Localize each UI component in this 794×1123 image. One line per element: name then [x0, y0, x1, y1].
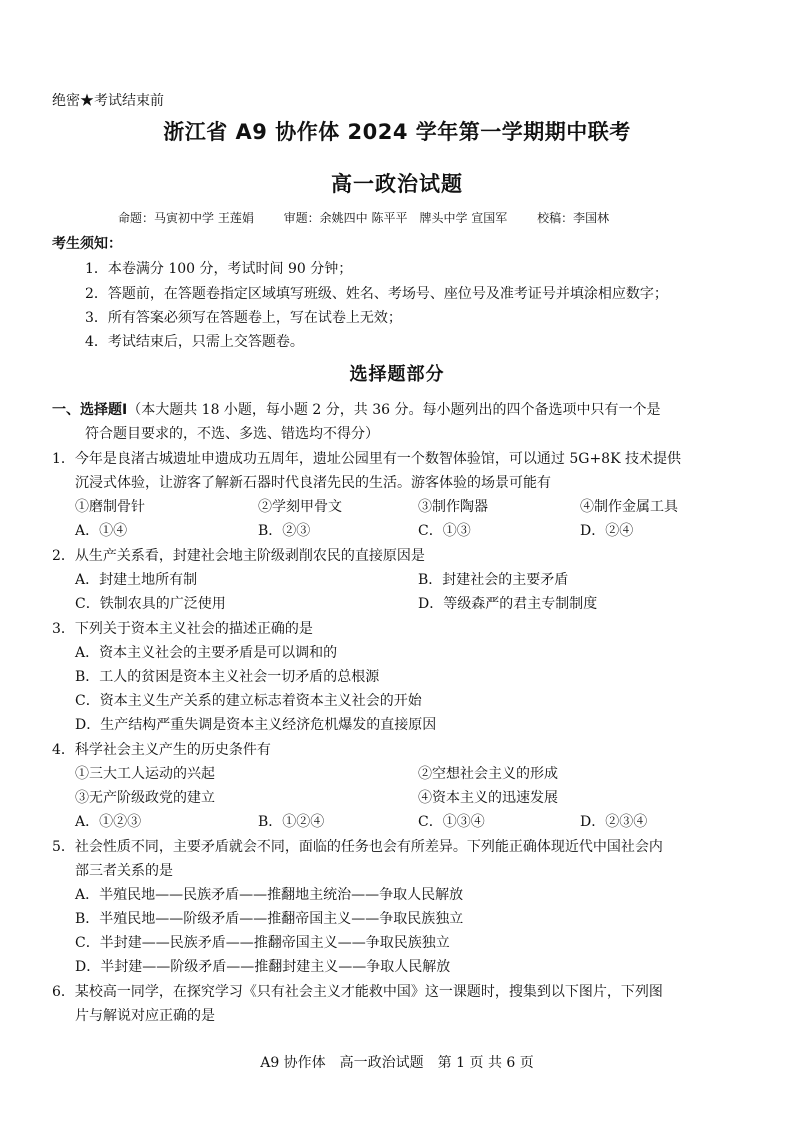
page-footer: A9 协作体 高一政治试题 第 1 页 共 6 页	[260, 1055, 534, 1071]
exam-title: 浙江省 A9 协作体 2024 学年第一学期期中联考	[163, 120, 631, 144]
notice-item: 1．本卷满分 100 分，考试时间 90 分钟；	[85, 261, 353, 277]
credit-reviewer: 审题：余姚四中 陈平平 牌头中学 宣国军	[283, 211, 508, 225]
answer-option: B．工人的贫困是资本主义社会一切矛盾的总根源	[75, 669, 380, 685]
question-item: ④资本主义的迅速发展	[418, 790, 558, 806]
answer-option: B．封建社会的主要矛盾	[418, 572, 569, 588]
question-stem: 5．社会性质不同，主要矛盾就会不同，面临的任务也会有所差异。下列能正确体现近代中国社会内	[52, 839, 663, 855]
section-title: 选择题部分	[349, 364, 445, 385]
answer-option: A．资本主义社会的主要矛盾是可以调和的	[75, 645, 338, 661]
question-stem-cont: 部三者关系的是	[75, 863, 173, 879]
answer-option: D．②③④	[580, 814, 648, 830]
question-stem: 4．科学社会主义产生的历史条件有	[52, 742, 271, 758]
question-stem: 3．下列关于资本主义社会的描述正确的是	[52, 621, 313, 637]
question-item: ①三大工人运动的兴起	[75, 766, 215, 782]
section-intro	[52, 398, 660, 422]
question-stem: 1．今年是良渚古城遗址申遗成功五周年，遗址公园里有一个数智体验馆，可以通过 5G+8K 技术提供	[52, 451, 681, 467]
answer-option: B．①②④	[258, 814, 325, 830]
section-intro-cont: 符合题目要求的，不选、多选、错选均不得分）	[85, 426, 379, 442]
answer-option: A．半殖民地——民族矛盾——推翻地主统治——争取人民解放	[75, 887, 464, 903]
answer-option: A．①④	[75, 523, 128, 539]
answer-option: D．生产结构严重失调是资本主义经济危机爆发的直接原因	[75, 717, 437, 733]
notice-item: 2．答题前，在答题卷指定区域填写班级、姓名、考场号、座位号及准考证号并填涂相应数字；	[85, 286, 668, 302]
question-item: ③制作陶器	[418, 499, 488, 515]
question-item: ④制作金属工具	[580, 499, 678, 515]
section-intro-text: （本大题共 18 小题，每小题 2 分，共 36 分。每小题列出的四个备选项中只有一个是	[127, 402, 661, 418]
question-stem-cont: 片与解说对应正确的是	[75, 1008, 215, 1024]
answer-option: C．①③	[418, 523, 471, 539]
confidential-mark: 绝密★考试结束前	[52, 93, 164, 109]
answer-option: D．②④	[580, 523, 634, 539]
notice-item: 3．所有答案必须写在答题卷上，写在试卷上无效；	[85, 310, 402, 326]
question-item: ②空想社会主义的形成	[418, 766, 558, 782]
credit-proofreader: 校稿：李国林	[537, 211, 610, 225]
notice-item: 4．考试结束后，只需上交答题卷。	[85, 334, 304, 350]
answer-option: A．封建土地所有制	[75, 572, 198, 588]
answer-option: C．半封建——民族矛盾——推翻帝国主义——争取民族独立	[75, 935, 450, 951]
question-stem: 2．从生产关系看，封建社会地主阶级剥削农民的直接原因是	[52, 548, 425, 564]
answer-option: C．①③④	[418, 814, 485, 830]
question-item: ①磨制骨针	[75, 499, 145, 515]
notice-heading: 考生须知：	[52, 236, 122, 252]
answer-option: B．半殖民地——阶级矛盾——推翻帝国主义——争取民族独立	[75, 911, 464, 927]
exam-subtitle: 高一政治试题	[331, 172, 463, 196]
section-intro-label: 一、选择题Ⅰ	[52, 402, 128, 418]
question-item: ②学刻甲骨文	[258, 499, 342, 515]
answer-option: A．①②③	[75, 814, 142, 830]
answer-option: C．铁制农具的广泛使用	[75, 596, 226, 612]
credits-line	[118, 209, 635, 226]
answer-option: C．资本主义生产关系的建立标志着资本主义社会的开始	[75, 693, 422, 709]
answer-option: D．等级森严的君主专制制度	[418, 596, 598, 612]
question-stem-cont: 沉浸式体验，让游客了解新石器时代良渚先民的生活。游客体验的场景可能有	[75, 475, 551, 491]
question-stem: 6．某校高一同学，在探究学习《只有社会主义才能救中国》这一课题时，搜集到以下图片，下列图	[52, 984, 663, 1000]
question-item: ③无产阶级政党的建立	[75, 790, 215, 806]
answer-option: D．半封建——阶级矛盾——推翻封建主义——争取人民解放	[75, 959, 451, 975]
credit-author: 命题：马寅初中学 王莲娟	[118, 211, 254, 225]
answer-option: B．②③	[258, 523, 311, 539]
